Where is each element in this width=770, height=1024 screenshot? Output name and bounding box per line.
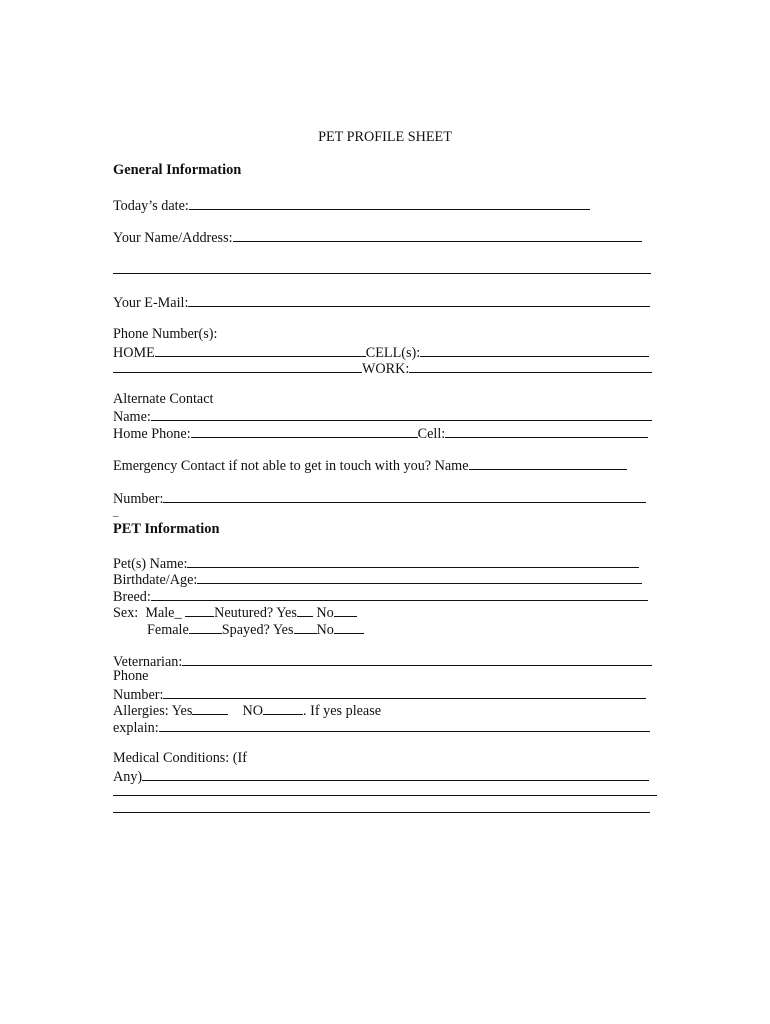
work-phone-field[interactable] xyxy=(409,359,652,373)
vet-number-row xyxy=(113,685,646,702)
emergency-number-field[interactable] xyxy=(163,489,646,503)
cell-phone-field[interactable] xyxy=(420,343,649,357)
medical-any-row xyxy=(113,767,649,784)
neutered-no-field[interactable] xyxy=(334,603,357,617)
spayed-yes-field[interactable] xyxy=(294,620,317,634)
alt-home-phone-label: Home Phone: xyxy=(113,426,191,442)
neutered-yes-field[interactable] xyxy=(297,603,313,617)
birthdate-field[interactable] xyxy=(197,570,642,584)
phone-extra-field[interactable] xyxy=(113,359,362,373)
name-address-label: Your Name/Address: xyxy=(113,230,233,246)
emergency-row xyxy=(113,456,627,473)
pet-name-row xyxy=(113,554,639,571)
home-cell-row xyxy=(113,343,649,360)
allergies-no-label: NO xyxy=(242,703,264,719)
sex-female-row xyxy=(113,620,364,637)
stray-mark: _ xyxy=(113,506,119,518)
alt-phone-row xyxy=(113,424,648,441)
allergies-no-field[interactable] xyxy=(263,701,303,715)
male-field[interactable] xyxy=(185,603,214,617)
neutered-label: Neutured? Yes xyxy=(214,605,297,621)
allergies-yes-field[interactable] xyxy=(192,701,228,715)
medical-any-label: Any) xyxy=(113,769,143,785)
if-yes-label: . If yes please xyxy=(303,703,382,719)
email-label: Your E-Mail: xyxy=(113,295,189,311)
alt-cell-label: Cell: xyxy=(417,426,446,442)
pet-info-heading: PET Information xyxy=(113,521,220,537)
work-row xyxy=(113,359,652,376)
medical-line-2[interactable] xyxy=(113,795,657,796)
veterinarian-label: Veternarian: xyxy=(113,654,183,670)
vet-number-field[interactable] xyxy=(163,685,646,699)
name-address-row xyxy=(113,228,642,245)
pet-name-label: Pet(s) Name: xyxy=(113,556,188,572)
male-label: Male_ xyxy=(145,605,182,621)
home-label: HOME xyxy=(113,345,155,361)
birthdate-label: Birthdate/Age: xyxy=(113,572,198,588)
email-row xyxy=(113,293,650,310)
allergies-label: Allergies: Yes xyxy=(113,703,193,719)
email-field[interactable] xyxy=(188,293,650,307)
medical-line-3[interactable] xyxy=(113,812,650,813)
neutered-no-label: No xyxy=(316,605,334,621)
work-label: WORK: xyxy=(362,361,410,377)
breed-row xyxy=(113,587,648,604)
todays-date-row xyxy=(113,196,590,213)
phone-numbers-label: Phone Number(s): xyxy=(113,326,218,342)
spayed-label: Spayed? Yes xyxy=(221,622,294,638)
female-label: Female xyxy=(147,622,189,638)
alt-name-row xyxy=(113,407,652,424)
pet-name-field[interactable] xyxy=(187,554,639,568)
breed-field[interactable] xyxy=(151,587,648,601)
emergency-name-field[interactable] xyxy=(469,456,627,470)
vet-number-label: Number: xyxy=(113,687,164,703)
emergency-label: Emergency Contact if not able to get in touch with you? Name xyxy=(113,458,469,474)
general-info-heading: General Information xyxy=(113,162,242,178)
allergies-row xyxy=(113,701,381,718)
page-title: PET PROFILE SHEET xyxy=(318,129,452,145)
alt-home-phone-field[interactable] xyxy=(191,424,418,438)
birthdate-row xyxy=(113,570,642,587)
veterinarian-row xyxy=(113,652,652,669)
home-phone-field[interactable] xyxy=(155,343,366,357)
explain-row xyxy=(113,718,650,735)
alternate-contact-label: Alternate Contact xyxy=(113,391,214,407)
cell-label: CELL(s): xyxy=(365,345,421,361)
sex-label: Sex: xyxy=(113,605,139,621)
alt-name-field[interactable] xyxy=(151,407,652,421)
emergency-number-label: Number: xyxy=(113,491,164,507)
alt-cell-field[interactable] xyxy=(445,424,648,438)
vet-phone-label: Phone xyxy=(113,668,149,684)
todays-date-label: Today’s date: xyxy=(113,198,189,214)
alt-name-label: Name: xyxy=(113,409,151,425)
female-field[interactable] xyxy=(189,620,222,634)
veterinarian-field[interactable] xyxy=(182,652,652,666)
address-line-2[interactable] xyxy=(113,273,651,274)
explain-label: explain: xyxy=(113,720,159,736)
medical-conditions-label: Medical Conditions: (If xyxy=(113,750,247,766)
emergency-number-row xyxy=(113,489,646,506)
medical-conditions-field[interactable] xyxy=(142,767,649,781)
todays-date-field[interactable] xyxy=(189,196,590,210)
spayed-no-label: No xyxy=(316,622,334,638)
explain-field[interactable] xyxy=(159,718,650,732)
sex-male-row xyxy=(113,603,357,620)
breed-label: Breed: xyxy=(113,589,151,605)
name-address-field[interactable] xyxy=(233,228,642,242)
spayed-no-field[interactable] xyxy=(334,620,364,634)
